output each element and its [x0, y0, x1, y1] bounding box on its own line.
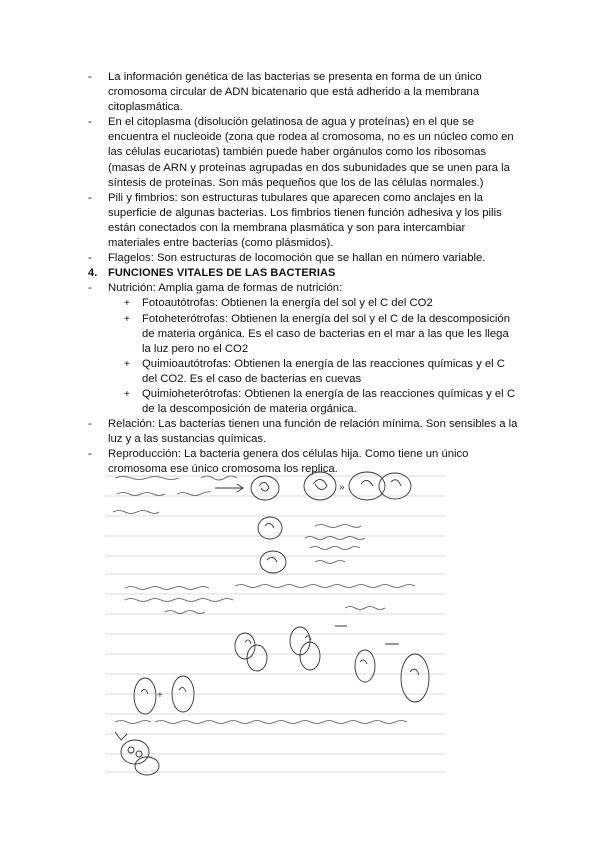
- bullet-text: Flagelos: Son estructuras de locomoción que se hallan en número variable.: [108, 252, 486, 265]
- handwritten-reproduction-sketch: [105, 466, 445, 776]
- section-title: FUNCIONES VITALES DE LAS BACTERIAS: [108, 267, 336, 280]
- bullet-dash: -: [88, 71, 92, 83]
- sub-bullet-mark: +: [124, 358, 130, 370]
- sub-bullet-mark: +: [124, 298, 130, 310]
- sub-bullet-text: Quimioheterótrofas: Obtienen la energía de las reacciones químicas y el C de la descomposición de materia orgánica.: [142, 387, 515, 416]
- bullet-text: En el citoplasma (disolución gelatinosa de agua y proteínas) en el que se encuentra el nucleoide (zona que rodea al cromosoma, no es un núcleo como en las células eucariotas) también puede haber orgánulos como los ribosomas (masas de ARN y proteínas agrupadas en dos subunidades que se unen para la síntesis de proteínas. Son más pequeños que los de las células normales.): [108, 116, 514, 189]
- sub-bullet-text: Fotoautótrofas: Obtienen la energía del sol y el C del CO2: [142, 297, 433, 310]
- section-number: 4.: [88, 267, 98, 280]
- bullet-cytoplasm: [88, 115, 520, 190]
- document-body: [88, 70, 520, 478]
- bullet-pili: [88, 191, 520, 251]
- bullet-dash: -: [88, 252, 92, 265]
- bullet-dash: -: [88, 282, 92, 295]
- bullet-dash: -: [88, 418, 92, 431]
- sub-bullet-text: Quimioautótrofas: Obtienen la energía de las reacciones químicas y el C del CO2. Es el caso de bacterias en cuevas: [142, 357, 505, 385]
- bullet-flagella: [88, 251, 520, 266]
- sub-bullet-text: Fotoheterótrofas: Obtienen la energía del sol y el C de la descomposición de materia orgánica. Es el caso de bacterias en el mar a las que les llega la luz pero no el CO2: [142, 312, 510, 355]
- bacteria-division-drawings: [115, 472, 429, 775]
- svg-text:»: »: [339, 482, 345, 493]
- bullet-text: La información genética de las bacterias se presenta en forma de un único cromosoma circular de ADN bicatenario que está adherido a la membrana citoplasmática.: [108, 71, 482, 114]
- bullet-dash: -: [88, 116, 92, 129]
- sub-bullet-fotoheterotrofas: [88, 312, 520, 357]
- bullet-dash: -: [88, 448, 92, 461]
- bullet-nutrition: [88, 281, 520, 296]
- sub-bullet-quimioautotrofas: [88, 357, 520, 387]
- bullet-genetic-info: [88, 70, 520, 115]
- bullet-dash: -: [88, 191, 92, 204]
- scribble-text: [113, 476, 415, 724]
- svg-text:+: +: [157, 690, 163, 701]
- section-heading: [88, 266, 520, 281]
- bullet-text: Relación: Las bacterias tienen una función de relación mínima. Son sensibles a la luz y a las sustancias químicas.: [108, 418, 518, 446]
- bullet-text: Pili y fimbrios: son estructuras tubulares que aparecen como anclajes en la superficie de algunas bacterias. Los fimbrios tienen función adhesiva y los pilis están conectados con la membrana plasmática y son para intercambiar materiales entre bacterias (como plásmidos).: [108, 191, 502, 250]
- sub-bullet-fotoautotrofas: [88, 296, 520, 311]
- sub-bullet-mark: +: [124, 313, 130, 325]
- sub-bullet-mark: +: [124, 388, 130, 400]
- bullet-text: Nutrición: Amplia gama de formas de nutrición:: [108, 282, 343, 295]
- bullet-relation: [88, 417, 520, 447]
- bullet-text: Reproducción: La bacteria genera dos células hija. Como tiene un único cromosoma ese único cromosoma los replica.: [108, 448, 469, 476]
- notebook-lines: [105, 476, 445, 772]
- sub-bullet-quimioheterotrofas: [88, 387, 520, 417]
